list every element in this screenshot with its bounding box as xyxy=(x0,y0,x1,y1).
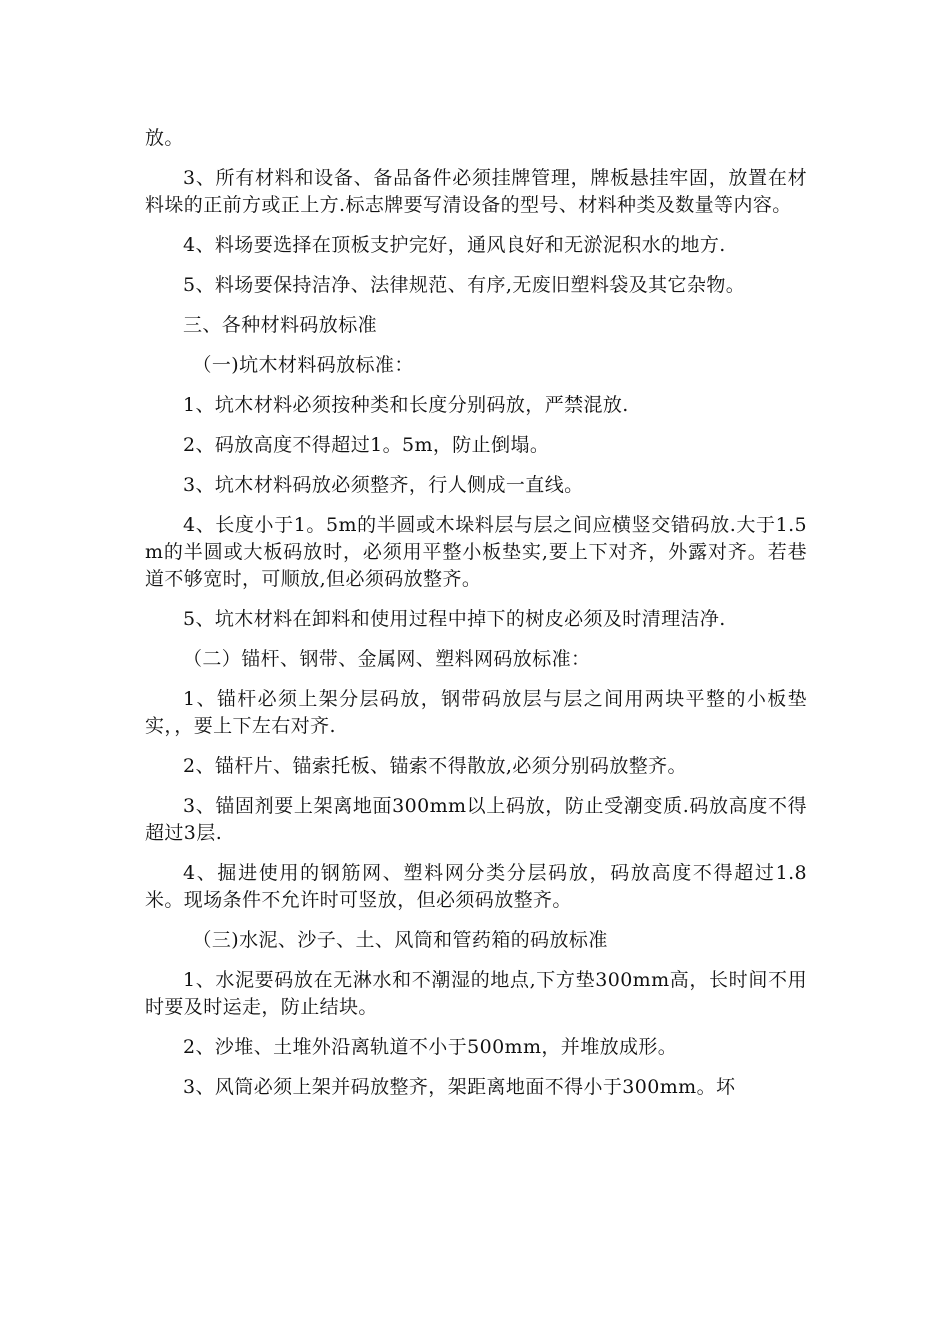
paragraph-continuation: 放。 xyxy=(145,127,184,149)
document-body xyxy=(145,125,807,1114)
paragraph-bolts-1: 1、锚杆必须上架分层码放，钢带码放层与层之间用两块平整的小板垫实，，要上下左右对齐. xyxy=(145,688,807,737)
section-heading-stacking-standards: 三、各种材料码放标准 xyxy=(183,314,378,336)
paragraph-bolts-4: 4、掘进使用的钢筋网、塑料网分类分层码放，码放高度不得超过1.8米。现场条件不允许时可竖放，但必须码放整齐。 xyxy=(145,862,807,911)
paragraph-timber-2: 2、码放高度不得超过1。5m，防止倒塌。 xyxy=(183,434,550,456)
paragraph-item-3-labeling: 3、所有材料和设备、备品备件必须挂牌管理，牌板悬挂牢固，放置在材料垛的正前方或正上方.标志牌要写清设备的型号、材料种类及数量等内容。 xyxy=(145,167,807,216)
subsection-heading-bolts-mesh: （二）锚杆、钢带、金属网、塑料网码放标准： xyxy=(183,648,591,670)
paragraph-item-4-yard-location: 4、料场要选择在顶板支护完好，通风良好和无淤泥积水的地方. xyxy=(183,234,726,256)
paragraph-timber-3: 3、坑木材料码放必须整齐，行人侧成一直线。 xyxy=(183,474,584,496)
paragraph-bolts-2: 2、锚杆片、锚索托板、锚索不得散放,必须分别码放整齐。 xyxy=(183,755,687,777)
paragraph-cement-3: 3、风筒必须上架并码放整齐，架距离地面不得小于300mm。坏 xyxy=(183,1076,736,1098)
subsection-heading-timber: （一)坑木材料码放标准： xyxy=(192,354,414,376)
paragraph-cement-1: 1、水泥要码放在无淋水和不潮湿的地点,下方垫300mm高，长时间不用时要及时运走，防止结块。 xyxy=(145,969,807,1018)
paragraph-bolts-3: 3、锚固剂要上架离地面300mm以上码放，防止受潮变质.码放高度不得超过3层. xyxy=(145,795,807,844)
paragraph-timber-4: 4、长度小于1。5m的半圆或木垛料层与层之间应横竖交错码放.大于1.5m的半圆或大板码放时，必须用平整小板垫实,要上下对齐，外露对齐。若巷道不够宽时，可顺放,但必须码放整齐。 xyxy=(145,514,807,590)
paragraph-cement-2: 2、沙堆、土堆外沿离轨道不小于500mm，并堆放成形。 xyxy=(183,1036,678,1058)
paragraph-timber-1: 1、坑木材料必须按种类和长度分别码放，严禁混放. xyxy=(183,394,629,416)
paragraph-item-5-yard-cleanliness: 5、料场要保持洁净、法律规范、有序,无废旧塑料袋及其它杂物。 xyxy=(183,274,746,296)
subsection-heading-cement-sand: （三)水泥、沙子、土、风筒和管药箱的码放标准 xyxy=(192,929,608,951)
paragraph-timber-5: 5、坑木材料在卸料和使用过程中掉下的树皮必须及时清理洁净. xyxy=(183,608,726,630)
